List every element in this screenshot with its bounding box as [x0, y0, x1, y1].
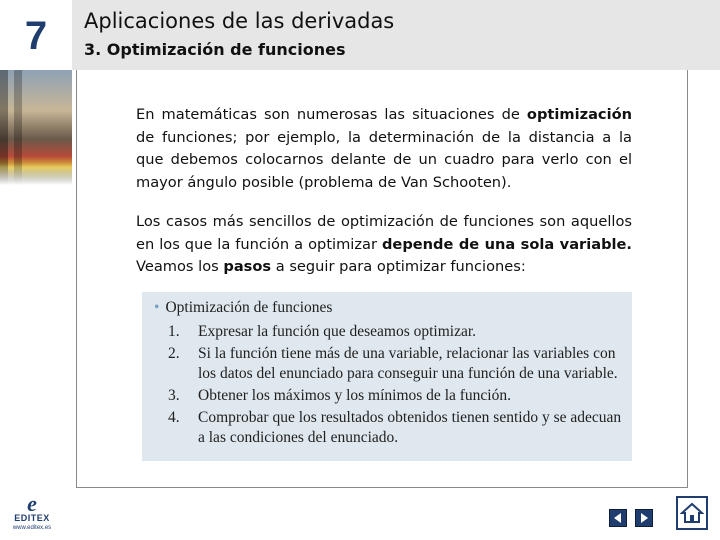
cases-bold-2: pasos	[223, 258, 272, 275]
step-item	[154, 408, 622, 448]
step-item	[154, 344, 622, 384]
next-slide-button[interactable]	[635, 509, 653, 527]
step-item	[154, 322, 622, 342]
step-number: 3.	[168, 387, 180, 404]
step-number: 1.	[168, 323, 180, 340]
page-title: Aplicaciones de las derivadas	[84, 9, 395, 33]
page-subtitle: 3. Optimización de funciones	[84, 40, 346, 59]
cases-text-1: Los casos más sencillos de optimización de funciones son aquellos en los que la función a optimizar	[136, 213, 632, 253]
logo-site: www.editex.es	[12, 525, 52, 531]
cases-paragraph	[136, 211, 632, 279]
arrow-right-icon	[638, 512, 650, 524]
step-text: Obtener los máximos y los mínimos de la función.	[198, 387, 511, 404]
step-text: Expresar la función que deseamos optimizar.	[198, 323, 477, 340]
cases-text-3: a seguir para optimizar funciones:	[271, 258, 526, 275]
home-icon	[680, 501, 704, 525]
intro-bold-1: optimización	[526, 106, 632, 123]
cases-bold-1: depende de una sola variable.	[381, 235, 632, 253]
previous-slide-button[interactable]	[609, 509, 627, 527]
step-text: Si la función tiene más de una variable, relacionar las variables con los datos del enunciado para conseguir una función de una variable.	[198, 345, 618, 382]
steps-heading	[154, 298, 622, 320]
logo-name: EDITEX	[14, 513, 50, 523]
logo-mark: e	[27, 491, 37, 516]
bullet-icon: •	[154, 299, 160, 316]
optimization-steps-box	[142, 292, 632, 461]
city-photo	[0, 70, 72, 185]
chapter-number: 7	[24, 13, 48, 58]
intro-text-2: de funciones; por ejemplo, la determinación de la distancia a la que debemos colocarnos delante de un cuadro para verlo con el mayor ángulo posible (problema de Van Schooten).	[136, 128, 632, 191]
editex-logo	[6, 491, 58, 537]
step-text: Comprobar que los resultados obtenidos tienen sentido y se adecuan a las condiciones del enunciado.	[198, 409, 622, 446]
step-number: 2.	[168, 345, 180, 362]
arrow-left-icon	[612, 512, 624, 524]
intro-text-1: En matemáticas son numerosas las situaciones de	[136, 106, 527, 123]
home-button[interactable]	[676, 496, 708, 530]
step-number: 4.	[168, 409, 180, 426]
intro-paragraph	[136, 104, 632, 194]
cases-text-2: Veamos los	[136, 258, 224, 275]
steps-heading-text: Optimización de funciones	[165, 299, 333, 316]
step-item	[154, 386, 622, 406]
